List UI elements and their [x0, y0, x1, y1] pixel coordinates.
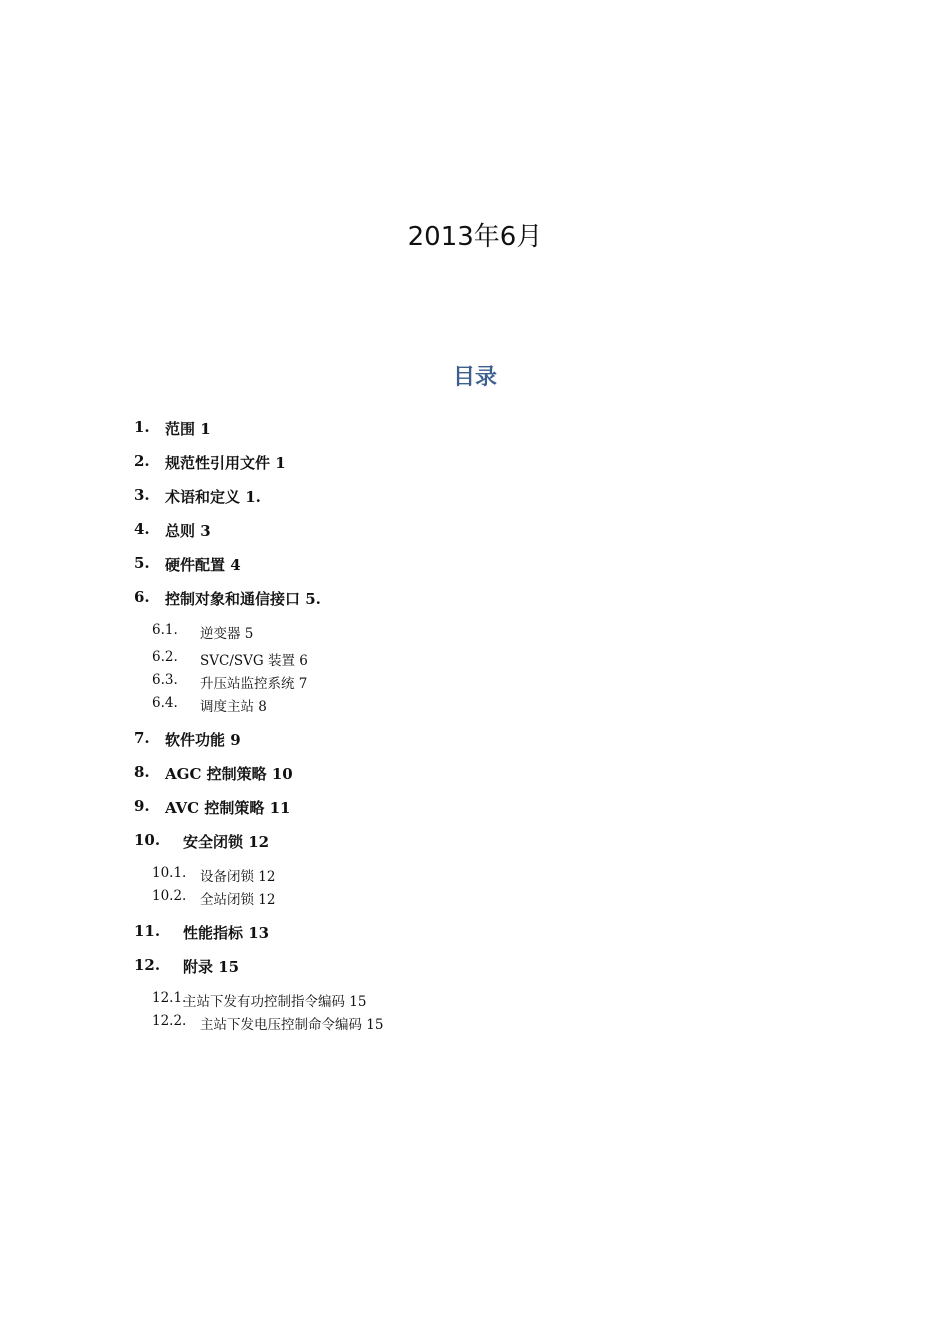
toc-entry-number: 6.2. — [152, 649, 178, 665]
toc-entry-text: 软件功能 9 — [165, 731, 241, 749]
toc-title: 目录 — [452, 365, 497, 390]
toc-entry-text: 主站下发有功控制指令编码 15 — [183, 994, 367, 1010]
toc-entry-number: 6.4. — [152, 695, 178, 711]
toc-entry-number: 12. — [134, 956, 161, 974]
toc-entry-text: 硬件配置 4 — [165, 556, 241, 574]
toc-entry-text: 逆变器 5 — [200, 626, 254, 642]
toc-entry-text: 术语和定义 1. — [165, 488, 261, 506]
toc-entry-text: AVC 控制策略 11 — [165, 799, 291, 817]
toc-entry-number: 1. — [134, 418, 150, 436]
toc-entry-number: 6. — [134, 588, 150, 606]
toc-entry-number: 5. — [134, 554, 150, 572]
toc-entry-number: 10.1. — [152, 865, 187, 881]
toc-entry-text: AGC 控制策略 10 — [165, 765, 293, 783]
toc-entry-number: 7. — [134, 729, 150, 747]
toc-entry-number: 3. — [134, 486, 150, 504]
toc-entry-number: 9. — [134, 797, 150, 815]
toc-entry-number: 10.2. — [152, 888, 187, 904]
toc-entry-text: 全站闭锁 12 — [200, 892, 276, 908]
toc-entry-text: 安全闭锁 12 — [183, 833, 270, 851]
toc-entry-number: 12.1. — [152, 990, 187, 1006]
toc-entry-number: 8. — [134, 763, 150, 781]
toc-entry-text: 规范性引用文件 1 — [165, 454, 286, 472]
toc-entry-number: 10. — [134, 831, 161, 849]
toc-entry-number: 6.3. — [152, 672, 178, 688]
toc-entry-number: 12.2. — [152, 1013, 187, 1029]
cover-date: 2013年6月 — [407, 222, 543, 252]
toc-entry-text: 范围 1 — [165, 420, 211, 438]
toc-entry-number: 2. — [134, 452, 150, 470]
toc-entry-text: 升压站监控系统 7 — [200, 676, 308, 692]
toc-entry-text: SVC/SVG 装置 6 — [200, 653, 308, 669]
toc-entry-text: 主站下发电压控制命令编码 15 — [200, 1017, 384, 1033]
toc-entry-text: 设备闭锁 12 — [200, 869, 276, 885]
toc-entry-text: 附录 15 — [183, 958, 240, 976]
toc-entry-text: 调度主站 8 — [200, 699, 267, 715]
toc-entry-text: 控制对象和通信接口 5. — [165, 590, 321, 608]
toc-entry-text: 性能指标 13 — [183, 924, 270, 942]
toc-entry-number: 4. — [134, 520, 150, 538]
toc-entry-text: 总则 3 — [165, 522, 211, 540]
toc-entry-number: 6.1. — [152, 622, 178, 638]
toc-entry-number: 11. — [134, 922, 161, 940]
